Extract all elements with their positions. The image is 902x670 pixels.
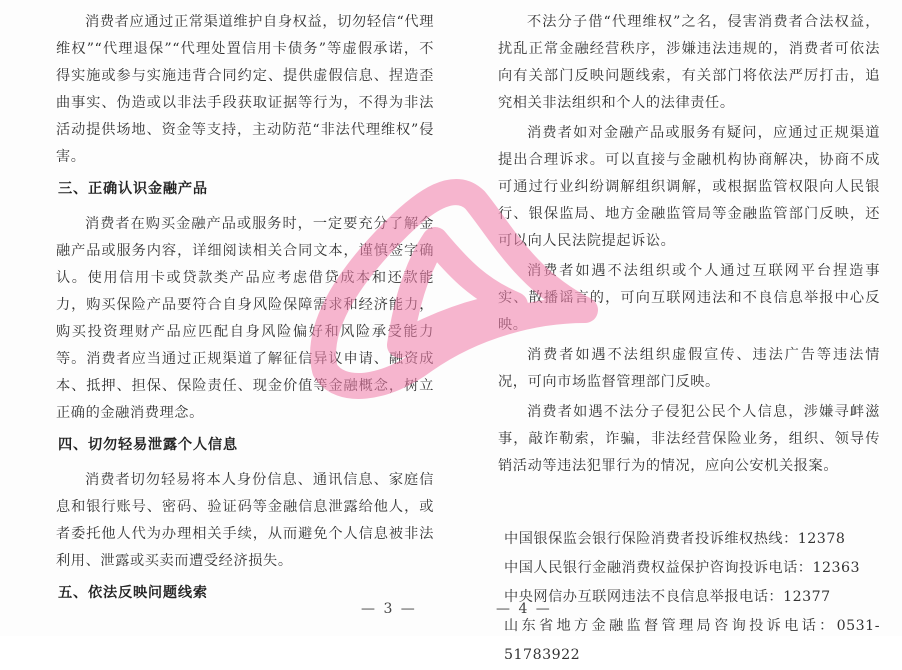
paragraph-report-clues: 不法分子借“代理维权”之名，侵害消费者合法权益，扰乱正常金融经营秩序，涉嫌违法违规的，消费者可依法向有关部门反映问题线索，有关部门将依法严厉打击，追究相关非法组织和个人的法律责任。 (498, 14, 880, 111)
heading-section-4: 四、切勿轻易泄露个人信息 (58, 437, 238, 453)
hotline-shandong: 山东省地方金融监督管理局咨询投诉电话：0531-51783922 (504, 618, 880, 663)
paragraph-police-report: 消费者如遇不法分子侵犯公民个人信息，涉嫌寻衅滋事，敲诈勒索，诈骗，非法经营保险业务，组织、领导传销活动等违法犯罪行为的情况，应向公安机关报案。 (498, 404, 880, 474)
hotline-cbirc: 中国银保监会银行保险消费者投诉维权热线：12378 (504, 531, 846, 547)
hotline-pboc: 中国人民银行金融消费权益保护咨询投诉电话：12363 (504, 560, 861, 576)
heading-section-3: 三、正确认识金融产品 (58, 181, 208, 197)
page-number-left: — 3 — (361, 601, 417, 617)
paragraph-internet-rumors: 消费者如遇不法组织或个人通过互联网平台捏造事实、散播谣言的，可向互联网违法和不良信息举报中心反映。 (498, 263, 880, 333)
heading-section-5: 五、依法反映问题线索 (58, 585, 208, 601)
paragraph-false-advertising: 消费者如遇不法组织虚假宣传、违法广告等违法情况，可向市场监督管理部门反映。 (498, 347, 880, 390)
left-page-text (56, 9, 434, 615)
page-number-right: — 4 — (496, 601, 552, 617)
hotline-cac: 中央网信办互联网违法不良信息举报电话：12377 (504, 589, 831, 605)
paragraph-reasonable-demands: 消费者如对金融产品或服务有疑问，应通过正规渠道提出合理诉求。可以直接与金融机构协商解决，协商不成可通过行业纠纷调解组织调解，或根据监管权限向人民银行、银保监局、地方金融监管局等金融监管部门反映，还可以向人民法院提起诉讼。 (498, 125, 880, 249)
paragraph-section-3: 消费者在购买金融产品或服务时，一定要充分了解金融产品或服务内容，详细阅读相关合同文本，谨慎签字确认。使用信用卡或贷款类产品应考虑借贷成本和还款能力，购买保险产品要符合自身风险保障需求和经济能力，购买投资理财产品应匹配自身风险偏好和风险承受能力等。消费者应当通过正规渠道了解征信异议申请、融资成本、抵押、担保、保险责任、现金价值等金融概念，树立正确的金融消费理念。 (56, 216, 434, 421)
paragraph-section-4: 消费者切勿轻易将本人身份信息、通讯信息、家庭信息和银行账号、密码、验证码等金融信息泄露给他人，或者委托他人代为办理相关手续，从而避免个人信息被非法利用、泄露或买卖而遭受经济损失。 (56, 472, 434, 569)
right-page-text (498, 9, 880, 670)
paragraph-anti-agent-rights: 消费者应通过正常渠道维护自身权益，切勿轻信“代理维权”“代理退保”“代理处置信用卡债务”等虚假承诺，不得实施或参与实施违背合同约定、提供虚假信息、捏造歪曲事实、伪造或以非法手段获取证据等行为，不得为非法活动提供场地、资金等支持，主动防范“非法代理维权”侵害。 (56, 14, 434, 165)
